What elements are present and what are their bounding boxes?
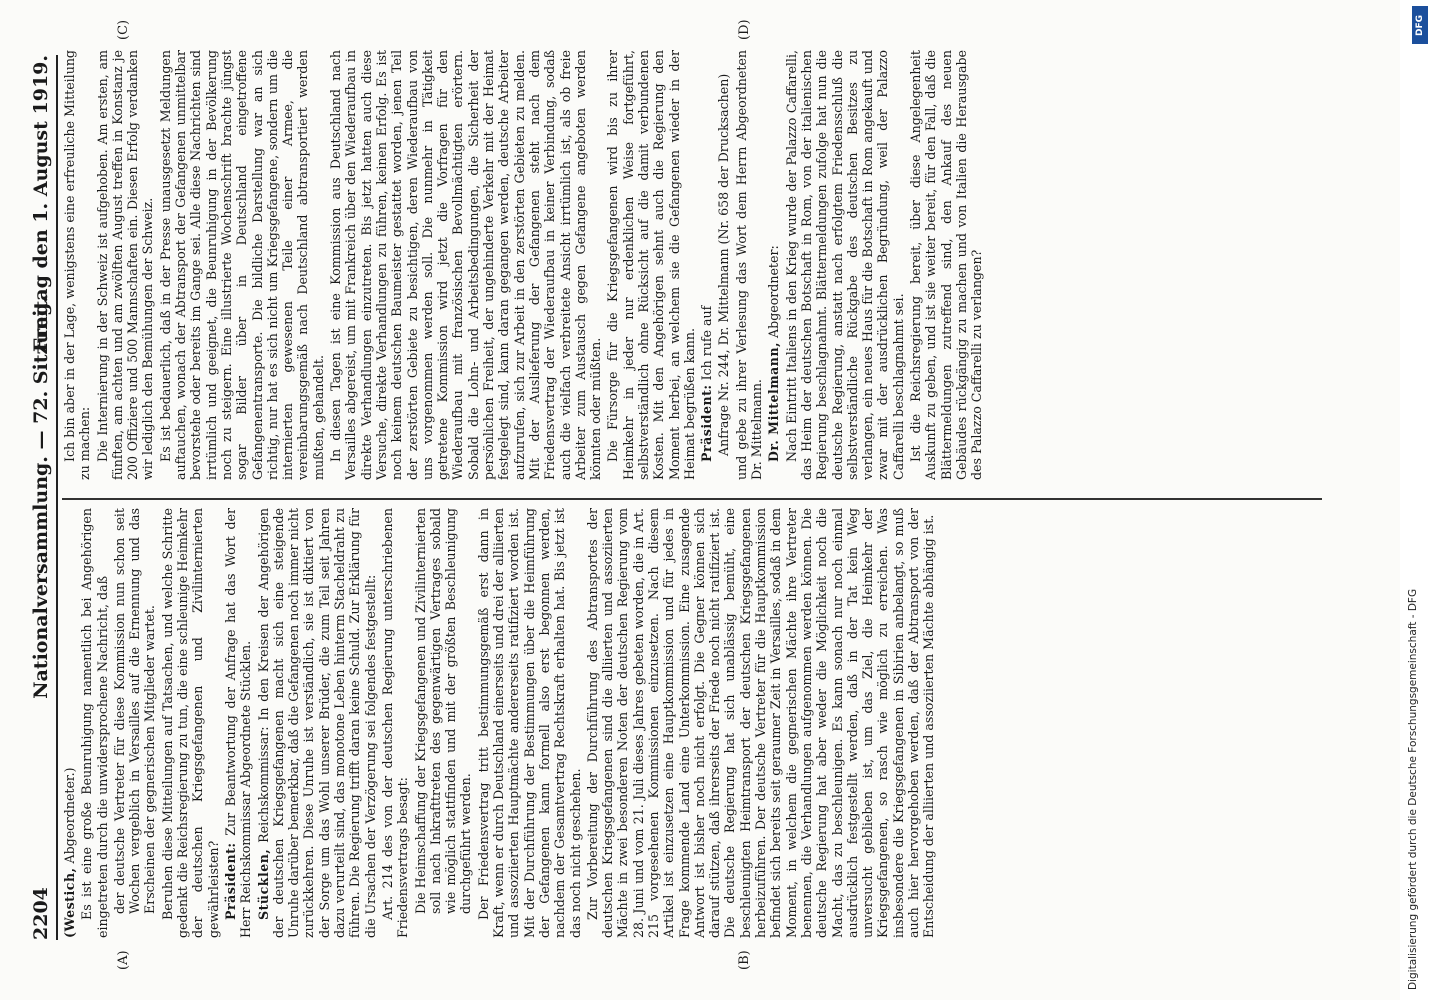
speaker-name: Dr. Mittelmann, [766, 341, 782, 462]
speaker-role: Abgeordneter: [766, 245, 782, 338]
session-title: Nationalversammlung. — 72. Sitzung. [30, 296, 52, 699]
column-divider [62, 498, 1322, 500]
page-number: 2204 [30, 887, 52, 940]
speaker-name: Präsident: [222, 842, 238, 920]
paragraph: Es ist bedauerlich, daß in der Presse unausgesetzt Meldungen auftauchen, wonach der Abtransport der Gefangenen unmittelbar bevorstehe oder bereits im Gange sei. Alle diese Nachrichten sind irrtümlich und geeignet, die Beunruhigung in der Bevölkerung noch zu steigern. Eine illustrierte Wochenschrift brachte jüngst sogar Bilder über in Deutschland eingetroffene Gefangenentransporte. Die bildliche Darstellung war an sich richtig, nur hat es sich nicht um Kriegsgefangene, sondern um die internierten gewesenen Teile einer Armee, die vereinbarungsgemäß nach Deutschland abtransportiert werden mußten, gehandelt. [157, 50, 326, 480]
paragraph: und gebe zu ihrer Verlesung das Wort dem Herrn Abgeordneten Dr. Mittelmann. [733, 50, 765, 480]
paragraph: Die Internierung in der Schweiz ist aufgehoben. Am ersten, am fünften, am achten und am zwölften August treffen in Konstanz je 200 Offiziere und 500 Mannschaften ein. Diesen Erfolg verdanken wir lediglich den Bemühungen der Schweiz. [94, 50, 156, 480]
paragraph [223, 508, 254, 938]
paragraph [766, 50, 781, 480]
session-date: Freitag den 1. August 1919. [30, 55, 52, 352]
page-header [22, 55, 58, 940]
quote-paragraph: Die Heimschaffung der Kriegsgefangenen und Zivilinternierten soll nach Inkrafttreten des gegenwärtigen Vertrages sobald wie möglich stattfinden und mit der größten Beschleunigung durchgeführt werden. [412, 508, 474, 914]
paragraph: Zur Vorbereitung der Durchführung des Abtransportes der deutschen Kriegsgefangenen sind die alliierten und assoziierten Mächte in zwei besonderen Noten der deutschen Regierung vom 28. Juni und vom 21. Juli dieses Jahres gebeten worden, die in Art. 215 vorgesehenen Kommissionen einzusetzen. Nach diesem Artikel ist einzusetzen eine Hauptkommission und für jedes in Frage kommende Land eine Unterkommission. Eine zusagende Antwort ist bisher noch nicht erfolgt. Die Gegner können sich darauf stützen, daß ihrerseits der Friede noch nicht ratifiziert ist. Die deutsche Regierung hat sich unablässig bemüht, eine beschleunigten Heimtransport der deutschen Kriegsgefangenen herbeizuführen. Der deutsche Vertreter für die Hauptkommission befindet sich bereits seit geraumer Zeit in Versailles, sodaß in dem Moment, in welchem die gegnerischen Mächte ihre Vertreter benennen, die Verhandlungen aufgenommen werden können. Die deutsche Regierung hat aber weder die Möglichkeit noch die Macht, das zu beschleunigen. Es kann sonach nur noch einmal ausdrücklich festgestellt werden, daß in der Tat kein Weg unversucht geblieben ist, um das Ziel, die Heimkehr der Kriegsgefangenen, so rasch wie möglich zu erreichen. Was insbesondere die Kriegsgefangenen in Sibirien anbelangt, so muß auch hier hervorgehoben werden, daß der Abtransport von der Entscheidung der alliierten und assoziierten Mächte abhängig ist. [584, 508, 937, 938]
speaker-role: Reichskommissar: [255, 726, 271, 843]
margin-letter-a: (A) [116, 950, 131, 970]
speech-text: Ich rufe auf [699, 305, 715, 381]
digitization-credit: Digitalisierung gefördert durch die Deutsche Forschungsgemeinschaft - DFG [1407, 588, 1419, 990]
inquiry-reference: Anfrage Nr. 244, Dr. Mittelmann (Nr. 658 der Drucksachen) [716, 73, 732, 456]
left-column [62, 508, 1332, 938]
paragraph: Es ist eine große Beunruhigung namentlich bei Angehörigen eingetreten durch die unwidersprochene Nachricht, daß [79, 508, 110, 938]
speaker-name: (Westich, [62, 867, 77, 938]
quote-paragraph: der deutsche Vertreter für diese Kommission nun schon seit Wochen vergeblich in Versailles auf die Ernennung und das Erscheinen der gegnerischen Mitglieder wartet. [111, 508, 158, 914]
margin-letter-c: (C) [116, 19, 131, 40]
paragraph: Die Fürsorge für die Kriegsgefangenen wird bis zu ihrer Heimkehr in jeder nur erdenklichen Weise fortgeführt, selbstverständlich ohne Rücksicht auf die damit verbundenen Kosten. Mit den Angehörigen sehnt auch die Regierung den Moment herbei, an welchem sie die Gefangenen wieder in der Heimat begrüßen kann. [605, 50, 697, 480]
speech-text: Zur Beantwortung der Anfrage hat das Wort der Herr Reichskommissar Abgeordnete Stücklen. [222, 508, 254, 938]
paragraph: Art. 214 des von der deutschen Regierung unterschriebenen Friedensvertrags besagt: [379, 508, 411, 938]
paragraph [699, 50, 714, 480]
dfg-logo: DFG [1412, 6, 1428, 44]
speaker-role: Abgeordneter.) [62, 767, 77, 864]
margin-letter-d: (D) [737, 19, 752, 40]
right-column [62, 50, 1332, 480]
paragraph: In diesen Tagen ist eine Kommission aus Deutschland nach Versailles abgereist, um mit Frankreich über den Wiederaufbau in direkte Verhandlungen einzutreten. Bis jetzt hatten auch diese Versuche, direkte Verhandlungen zu führen, keinen Erfolg. Es ist noch keinem deutschen Baumeister gestattet worden, jenen Teil der zerstörten Gebiete zu besichtigen, deren Wiederaufbau von uns vorgenommen werden soll. Die nunmehr in Tätigkeit getretene Kommission wird jetzt die Vorfragen für den Wiederaufbau mit französischen Bevollmächtigten erörtern. Sobald die Lohn- und Arbeitsbedingungen, die Sicherheit der persönlichen Freiheit, der ungehinderte Verkehr mit der Heimat festgelegt sind, kann daran gegangen werden, deutsche Arbeiter aufzurufen, sich zur Arbeit in den zerstörten Gebieten zu melden. Mit der Auslieferung der Gefangenen steht nach dem Friedensvertrag der Wiederaufbau in keiner Verbindung, sodaß auch die vielfach verbreitete Ansicht irrtümlich ist, als ob freie Arbeiter zum Austausch gegen Gefangene angeboten werden könnten oder müßten. [328, 50, 604, 480]
margin-letter-b: (B) [737, 950, 752, 970]
paragraph: Beruhen diese Mitteilungen auf Tatsachen, und welche Schritte gedenkt die Reichsregierung zu tun, die eine schleunige Heimkehr der deutschen Kriegsgefangenen und Zivilinternierten gewährleisten? [159, 508, 221, 938]
paragraph: Der Friedensvertrag tritt bestimmungsgemäß erst dann in Kraft, wenn er durch Deutschland einerseits und drei der alliierten und assoziierten Hauptmächte andererseits ratifiziert worden ist. Mit der Durchführung der Bestimmungen über die Heimführung der Gefangenen kann formell also erst begonnen werden, nachdem der Gesamtvertrag Rechtskraft erhalten hat. Bis jetzt ist das noch nicht geschehen. [475, 508, 583, 938]
speech-text: In den Kreisen der Angehörigen der deutschen Kriegsgefangenen macht sich eine steigende Unruhe darüber bemerkbar, daß die Gefangenen noch immer nicht zurückkehren. Diese Unruhe ist verständlich, sie ist diktiert von der Sorge um das Wohl unserer Brüder, die zum Teil seit Jahren dazu verurteilt sind, das monotone Leben hinterm Stacheldraht zu führen. Die Regierung trifft daran keine Schuld. Zur Erklärung für die Ursachen der Verzögerung sei folgendes festgestellt: [255, 508, 378, 938]
speaker-name: Präsident: [699, 384, 715, 462]
paragraph: Nach Eintritt Italiens in den Krieg wurde der Palazzo Caffarelli, das Heim der deutschen Botschaft in Rom, von der italienischen Regierung beschlagnahmt. Blättermeldungen zufolge hat nun die deutsche Regierung, anstatt nach erfolgtem Friedensschluß die selbstverständliche Rückgabe des deutschen Besitzes zu verlangen, ein neues Haus für die Botschaft in Rom angekauft und zwar mit der ausdrücklichen Begründung, weil der Palazzo Caffarelli beschlagnahmt sei. [783, 50, 906, 480]
paragraph [256, 508, 378, 938]
speaker-name: Stücklen, [255, 848, 271, 920]
paragraph: Ist die Reichsregierung bereit, über diese Angelegenheit Auskunft zu geben, und ist sie weiter bereit, für den Fall, daß die Blättermeldungen zutreffend sind, den Ankauf des neuen Gebäudes rückgängig zu machen und von Italien die Herausgabe des Palazzo Caffarelli zu verlangen? [908, 50, 985, 480]
paragraph: Ich bin aber in der Lage, wenigstens eine erfreuliche Mitteilung zu machen: [62, 50, 93, 480]
paragraph [62, 508, 77, 938]
